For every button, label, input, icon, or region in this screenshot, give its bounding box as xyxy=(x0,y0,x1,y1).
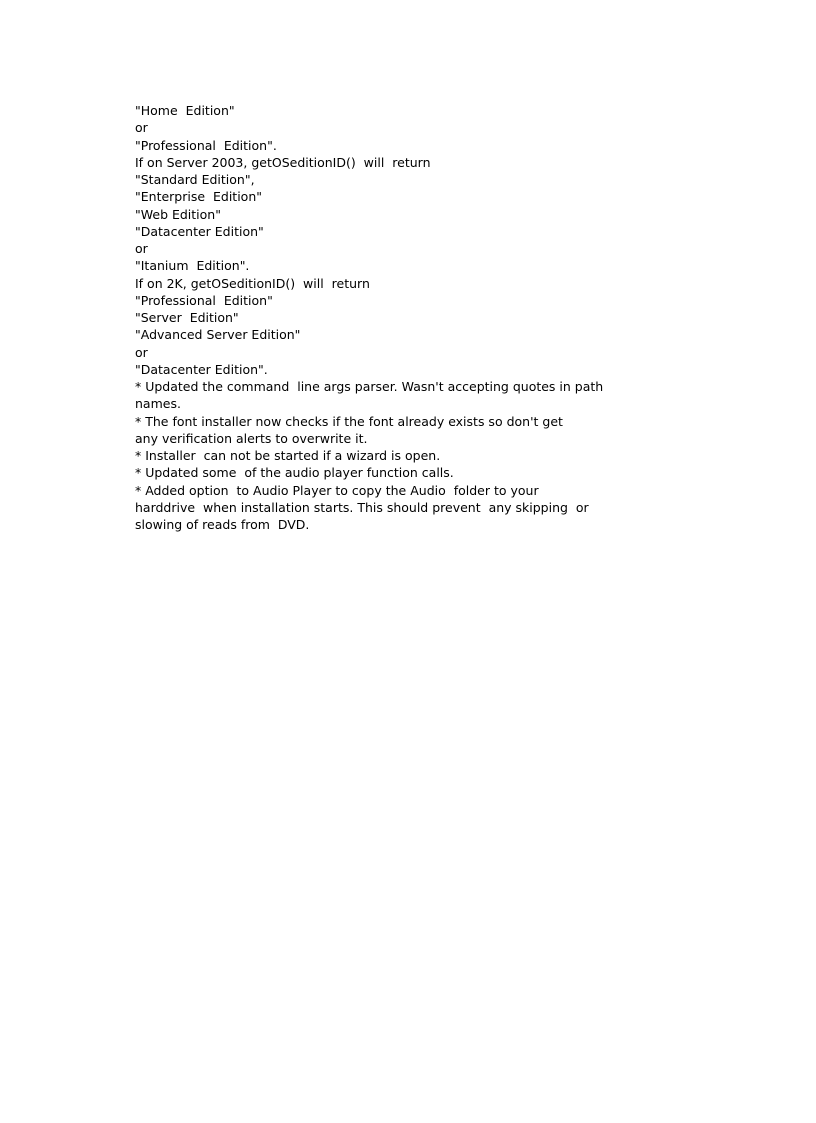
text-line: "Professional Edition" xyxy=(135,292,273,308)
text-line: "Professional Edition". xyxy=(135,137,277,153)
text-line: * Added option to Audio Player to copy the Audio folder to your xyxy=(135,482,539,498)
text-line: * Updated some of the audio player function calls. xyxy=(135,465,454,481)
text-line: "Advanced Server Edition" xyxy=(135,327,301,343)
text-line: * Installer can not be started if a wizard is open. xyxy=(135,448,441,463)
text-line: "Enterprise Edition" xyxy=(135,189,262,205)
text-line: "Datacenter Edition" xyxy=(135,223,264,239)
text-line: "Standard Edition", xyxy=(135,172,255,187)
text-line: slowing of reads from DVD. xyxy=(135,517,310,532)
text-line: "Home Edition" xyxy=(135,103,235,118)
text-line: "Datacenter Edition". xyxy=(135,361,268,377)
text-line: * Updated the command line args parser. Wasn't accepting quotes in path xyxy=(135,379,604,394)
text-line: any verification alerts to overwrite it. xyxy=(135,430,368,446)
text-line: or xyxy=(135,120,148,136)
text-line: * The font installer now checks if the font already exists so don't get xyxy=(135,413,563,429)
text-line: names. xyxy=(135,396,181,412)
text-line: If on Server 2003, getOSeditionID() will return xyxy=(135,154,431,170)
text-line: "Itanium Edition". xyxy=(135,258,250,274)
text-line: or xyxy=(135,241,148,256)
text-line: "Web Edition" xyxy=(135,206,221,222)
text-line: If on 2K, getOSeditionID() will return xyxy=(135,275,370,291)
text-line: "Server Edition" xyxy=(135,310,239,325)
text-line: harddrive when installation starts. This should prevent any skipping or xyxy=(135,499,589,515)
text-line: or xyxy=(135,344,148,360)
document-body xyxy=(135,102,695,533)
